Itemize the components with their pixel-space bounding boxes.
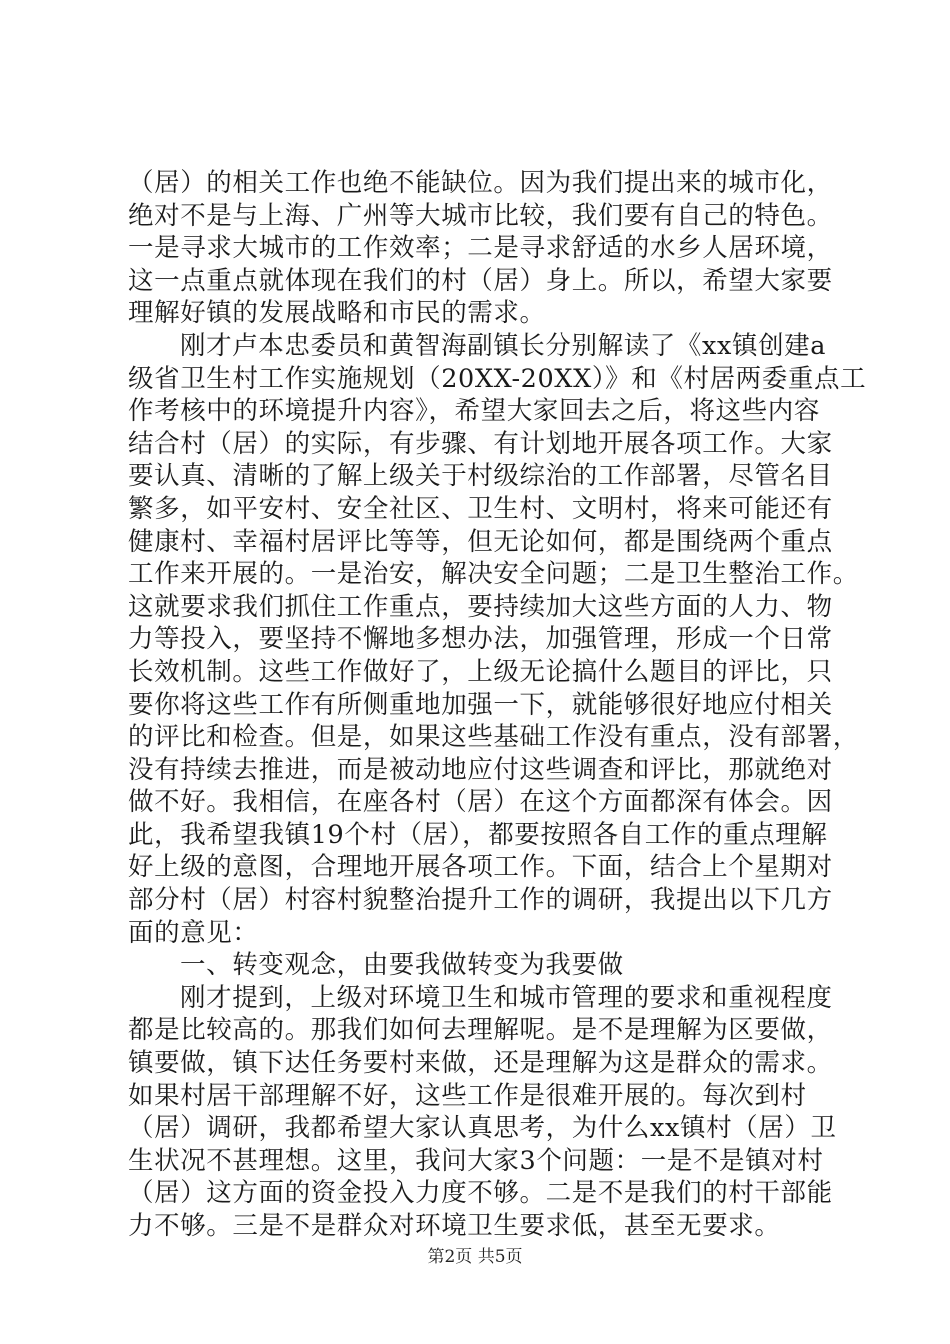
text-line: 此，我希望我镇19个村（居），都要按照各自工作的重点理解	[128, 819, 828, 850]
text-line: 做不好。我相信，在座各村（居）在这个方面都深有体会。因	[128, 787, 833, 818]
page-footer: 第2页 共5页	[427, 1247, 523, 1267]
document-body	[128, 167, 867, 1243]
text-line: 绝对不是与上海、广州等大城市比较，我们要有自己的特色。	[128, 200, 833, 231]
text-line: 理解好镇的发展战略和市民的需求。	[128, 298, 546, 329]
text-line: 一、转变观念，由要我做转变为我要做	[180, 950, 624, 981]
text-line: 一是寻求大城市的工作效率；二是寻求舒适的水乡人居环境，	[128, 233, 833, 264]
text-line: 要你将这些工作有所侧重地加强一下，就能够很好地应付相关	[128, 689, 833, 720]
text-line: 这就要求我们抓住工作重点，要持续加大这些方面的人力、物	[128, 591, 833, 622]
text-line: 刚才提到，上级对环境卫生和城市管理的要求和重视程度	[180, 982, 833, 1013]
text-line: 工作来开展的。一是治安，解决安全问题；二是卫生整治工作。	[128, 559, 859, 590]
text-line: 好上级的意图，合理地开展各项工作。下面，结合上个星期对	[128, 852, 833, 883]
text-line: 力不够。三是不是群众对环境卫生要求低，甚至无要求。	[128, 1211, 781, 1241]
text-line: 繁多，如平安村、安全社区、卫生村、文明村，将来可能还有	[128, 493, 833, 524]
text-line: 刚才卢本忠委员和黄智海副镇长分别解读了《xx镇创建a	[180, 330, 827, 361]
text-line: 生状况不甚理想。这里，我问大家3个问题：一是不是镇对村	[128, 1145, 824, 1176]
text-line: 都是比较高的。那我们如何去理解呢。是不是理解为区要做，	[128, 1015, 833, 1046]
text-line: （居）的相关工作也绝不能缺位。因为我们提出来的城市化，	[128, 168, 833, 198]
text-line: 长效机制。这些工作做好了，上级无论搞什么题目的评比，只	[128, 656, 833, 687]
text-line: 面的意见：	[128, 917, 259, 948]
text-line: 健康村、幸福村居评比等等，但无论如何，都是围绕两个重点	[128, 526, 833, 557]
text-line: 部分村（居）村容村貌整治提升工作的调研，我提出以下几方	[128, 885, 833, 916]
text-line: 作考核中的环境提升内容》，希望大家回去之后，将这些内容	[128, 396, 820, 427]
text-line: （居）调研，我都希望大家认真思考，为什么xx镇村（居）卫	[128, 1113, 837, 1144]
text-line: 没有持续去推进，而是被动地应付这些调查和评比，那就绝对	[128, 754, 833, 785]
text-line: 的评比和检查。但是，如果这些基础工作没有重点，没有部署，	[128, 722, 859, 753]
text-line: 镇要做，镇下达任务要村来做，还是理解为这是群众的需求。	[128, 1048, 833, 1079]
text-line: 结合村（居）的实际，有步骤、有计划地开展各项工作。大家	[128, 428, 833, 459]
text-line: 要认真、清晰的了解上级关于村级综治的工作部署，尽管名目	[128, 461, 833, 492]
text-line: 如果村居干部理解不好，这些工作是很难开展的。每次到村	[128, 1080, 807, 1111]
text-line: （居）这方面的资金投入力度不够。二是不是我们的村干部能	[128, 1178, 833, 1209]
text-line: 力等投入，要坚持不懈地多想办法，加强管理，形成一个日常	[128, 624, 833, 655]
text-line: 这一点重点就体现在我们的村（居）身上。所以，希望大家要	[128, 265, 833, 296]
text-line: 级省卫生村工作实施规划（20XX-20XX）》和《村居两委重点工	[128, 363, 867, 394]
